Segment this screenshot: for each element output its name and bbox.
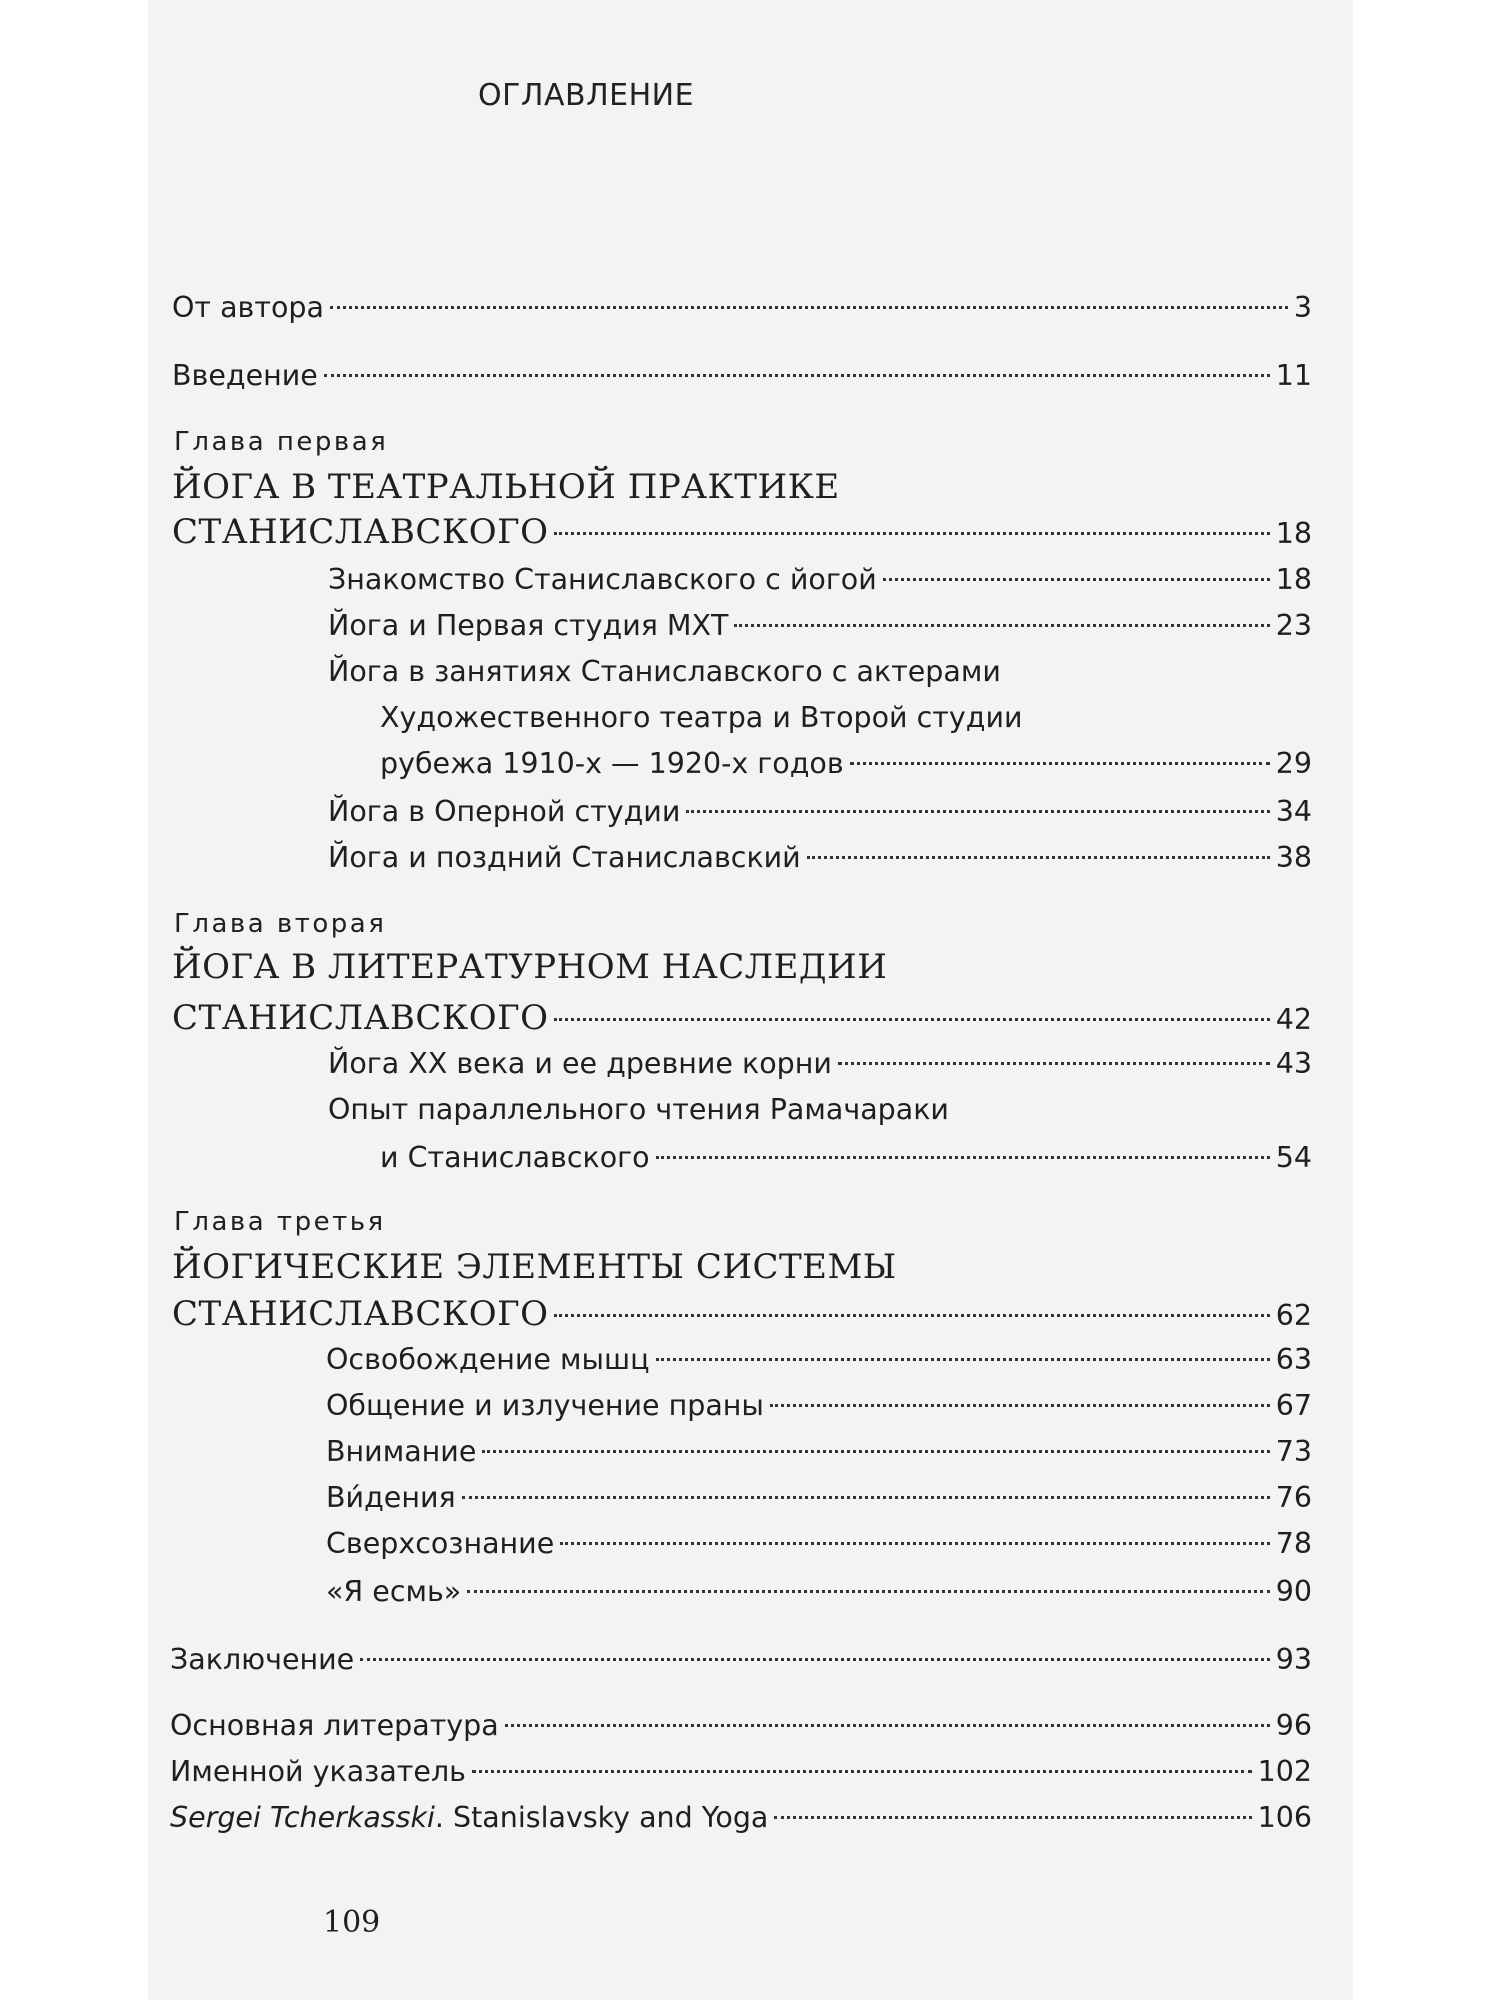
toc-entry-section [328,838,1312,878]
entry-page: 38 [1275,841,1312,874]
toc-entry-section [326,1432,1312,1472]
entry-label: Йога и Первая студия МХТ [328,609,729,642]
entry-label: Общение и излучение праны [326,1389,764,1422]
entry-page: 63 [1275,1343,1312,1376]
author-name: Sergei Tcherkasski [170,1801,435,1834]
entry-label: «Я есмь» [326,1575,462,1608]
leader-dots [838,1062,1270,1065]
toc-entry-section [380,1138,1312,1178]
entry-label: Основная литература [170,1709,499,1742]
toc-entry-section [328,606,1312,646]
leader-dots [505,1724,1270,1727]
entry-page: 29 [1275,747,1312,780]
entry-label: СТАНИСЛАВСКОГО [172,512,549,552]
entry-label: От автора [172,291,324,324]
entry-label: Йога XX века и ее древние корни [328,1047,832,1080]
leader-dots [656,1156,1270,1159]
chapter-1-label: Глава первая [174,427,389,457]
toc-heading: ОГЛАВЛЕНИЕ [478,78,695,113]
leader-dots [656,1358,1270,1361]
book-page [148,0,1353,2000]
chapter-3-title-line2 [172,1294,1312,1334]
entry-label: Йога в Оперной студии [328,795,681,828]
leader-dots [554,1018,1269,1021]
entry-page: 106 [1257,1801,1312,1834]
leader-dots [324,374,1270,377]
toc-entry-introduction [172,356,1312,396]
leader-dots [467,1590,1269,1593]
entry-label: Ви́дения [326,1481,456,1514]
entry-page: 18 [1275,517,1312,550]
toc-entry-section [326,1524,1312,1564]
toc-entry-section [326,1386,1312,1426]
toc-entry-section [328,560,1312,600]
entry-label: Освобождение мышц [326,1343,650,1376]
entry-label: Именной указатель [170,1755,466,1788]
leader-dots [462,1496,1270,1499]
entry-page: 90 [1275,1575,1312,1608]
entry-page: 93 [1275,1643,1312,1676]
chapter-3-title-line1: ЙОГИЧЕСКИЕ ЭЛЕМЕНТЫ СИСТЕМЫ [172,1247,897,1287]
entry-page: 18 [1275,563,1312,596]
entry-page: 42 [1275,1003,1312,1036]
chapter-2-title-line2 [172,998,1312,1038]
entry-page: 78 [1275,1527,1312,1560]
leader-dots [554,532,1269,535]
entry-label: Введение [172,359,318,392]
entry-page: 54 [1275,1141,1312,1174]
entry-page: 23 [1275,609,1312,642]
entry-label: Внимание [326,1435,477,1468]
entry-label: СТАНИСЛАВСКОГО [172,1294,549,1334]
leader-dots [560,1542,1269,1545]
chapter-2-label: Глава вторая [174,909,387,939]
chapter-3-label: Глава третья [174,1207,386,1237]
leader-dots [883,578,1270,581]
entry-label [170,1798,768,1838]
chapter-2-title-line1: ЙОГА В ЛИТЕРАТУРНОМ НАСЛЕДИИ [172,947,888,987]
toc-entry-name-index [170,1752,1312,1792]
entry-label: рубежа 1910-х — 1920-х годов [380,747,844,780]
entry-label: СТАНИСЛАВСКОГО [172,998,549,1038]
leader-dots [472,1770,1252,1773]
leader-dots [360,1658,1270,1661]
leader-dots [850,762,1270,765]
entry-label: Йога и поздний Станиславский [328,841,801,874]
entry-page: 43 [1275,1047,1312,1080]
entry-page: 73 [1275,1435,1312,1468]
entry-label: и Станиславского [380,1141,650,1174]
section-line: Художественного театра и Второй студии [380,701,1023,734]
toc-entry-section [326,1478,1312,1518]
chapter-1-title-line2 [172,512,1312,552]
entry-page: 11 [1275,359,1312,392]
section-line: Йога в занятиях Станиславского с актерами [328,655,1001,688]
page-number: 109 [323,1905,381,1940]
leader-dots [686,810,1269,813]
entry-page: 3 [1293,291,1312,324]
entry-page: 102 [1257,1755,1312,1788]
entry-page: 76 [1275,1481,1312,1514]
entry-label: Заключение [170,1643,355,1676]
leader-dots [554,1314,1269,1317]
toc-entry-author-note [172,288,1312,328]
entry-page: 62 [1275,1299,1312,1332]
toc-entry-section [328,792,1312,832]
leader-dots [482,1450,1269,1453]
entry-page: 96 [1275,1709,1312,1742]
toc-entry-section [380,744,1312,784]
entry-page: 67 [1275,1389,1312,1422]
leader-dots [330,306,1288,309]
leader-dots [807,856,1270,859]
leader-dots [734,624,1269,627]
entry-label: Знакомство Станиславского с йогой [328,563,877,596]
toc-entry-section [326,1572,1312,1612]
toc-entry-section [326,1340,1312,1380]
section-line: Опыт параллельного чтения Рамачараки [328,1093,949,1126]
summary-title: . Stanislavsky and Yoga [434,1801,769,1834]
toc-entry-conclusion [170,1640,1312,1680]
entry-label: Сверхсознание [326,1527,555,1560]
toc-entry-english-summary [170,1798,1312,1838]
leader-dots [770,1404,1270,1407]
toc-entry-bibliography [170,1706,1312,1746]
toc-entry-section [328,1044,1312,1084]
entry-page: 34 [1275,795,1312,828]
leader-dots [774,1816,1251,1819]
chapter-1-title-line1: ЙОГА В ТЕАТРАЛЬНОЙ ПРАКТИКЕ [172,467,840,507]
